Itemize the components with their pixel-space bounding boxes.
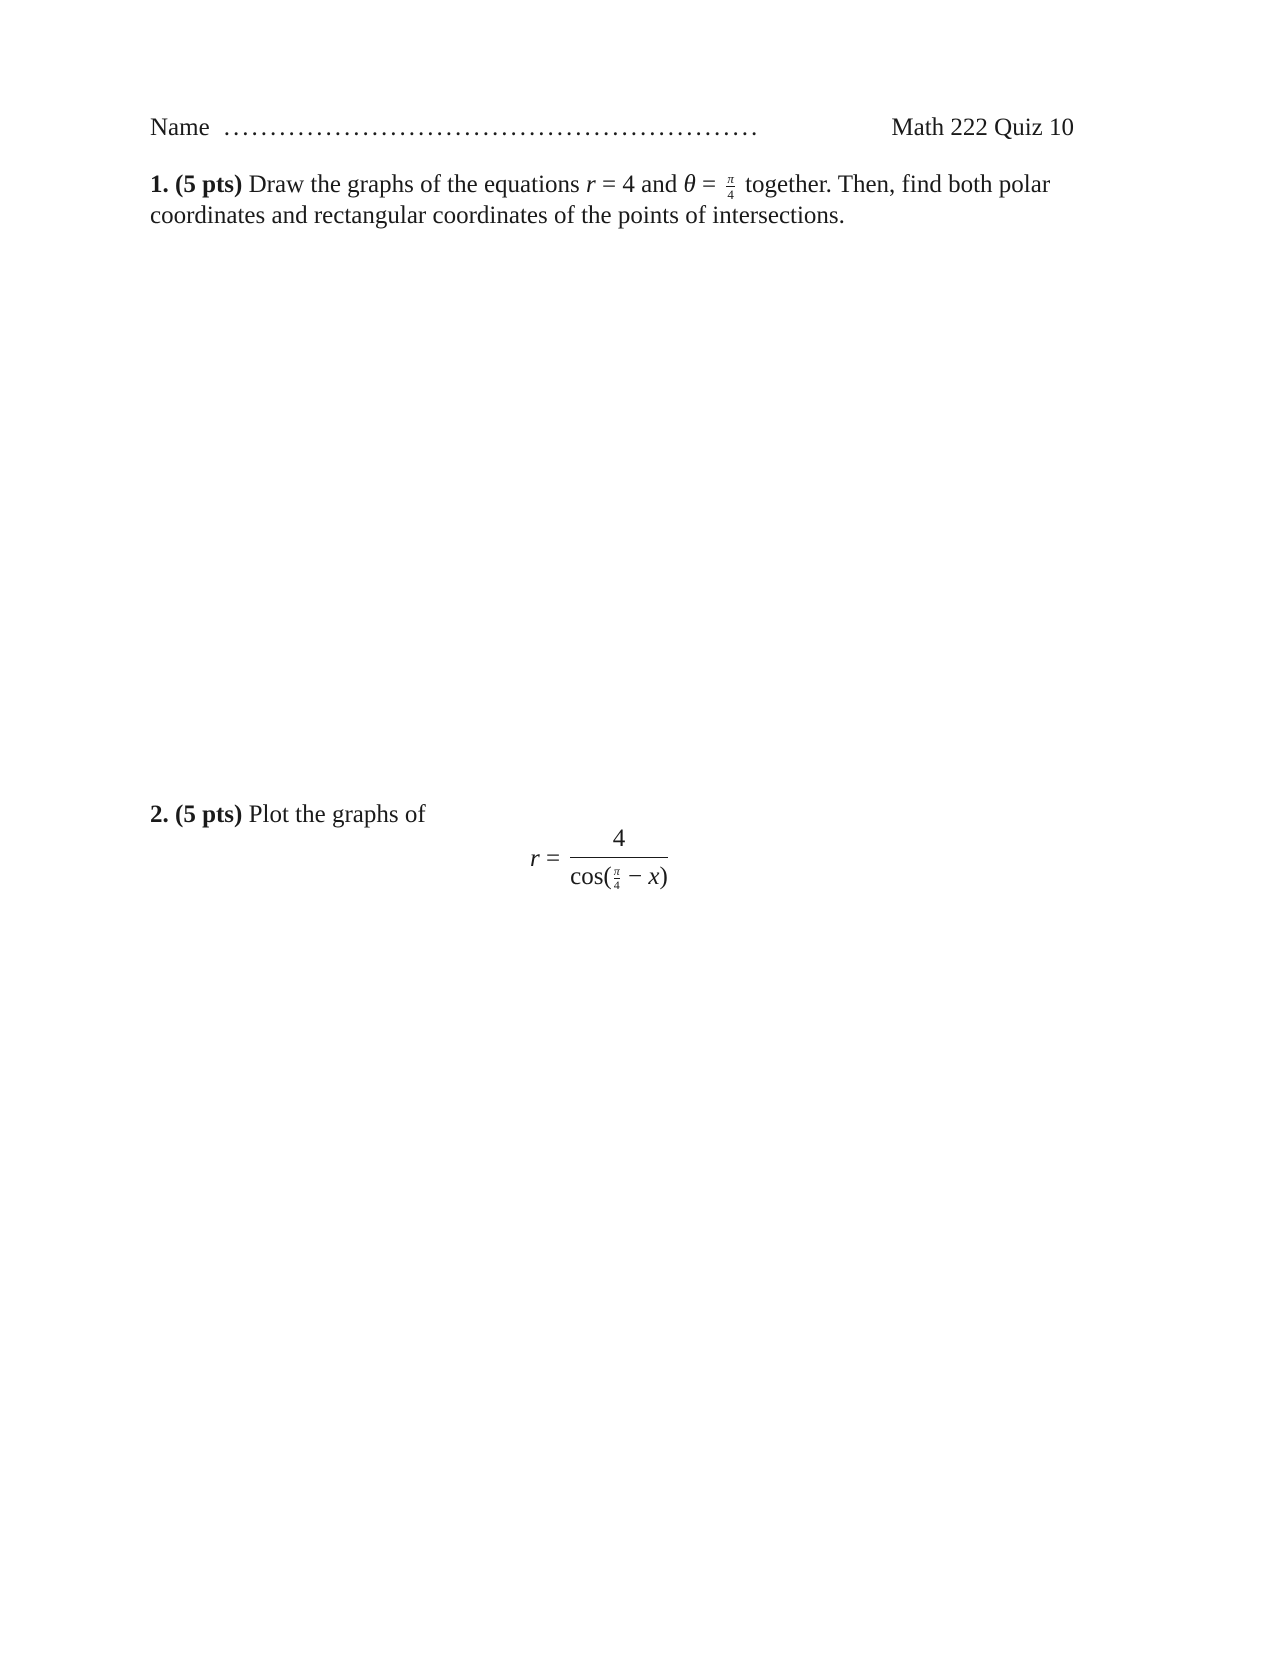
problem-1-eq1: = 4 and [595, 171, 684, 198]
course-title: Math 222 Quiz 10 [891, 114, 1074, 141]
problem-2-text: Plot the graphs of [248, 801, 426, 828]
name-leader-dots: .......................................................... [223, 114, 761, 141]
problem-1-eq2-sign: = [695, 171, 723, 198]
header-line [150, 114, 1074, 142]
close-paren: ) [659, 863, 668, 890]
problem-1 [150, 170, 1074, 231]
problem-2-number: 2. [150, 801, 169, 828]
equation-numerator: 4 [570, 826, 668, 858]
problem-1-text-rest: together. Then, find both polar coordinates and rectangular coordinates of the points of intersections. [150, 171, 1051, 229]
pi-over-4-fraction [726, 172, 735, 201]
problem-1-points: (5 pts) [175, 171, 243, 198]
pi-over-4-small-fraction [614, 865, 620, 891]
equation-var-r: r [530, 844, 540, 872]
problem-1-text-intro: Draw the graphs of the equations [248, 171, 580, 198]
problem-1-var-theta: θ [683, 171, 696, 198]
name-label: Name [150, 114, 210, 141]
equation-equals: = [539, 844, 561, 872]
problem-1-number: 1. [150, 171, 169, 198]
equation-lhs [530, 845, 560, 873]
var-x: x [648, 863, 660, 890]
fraction-denominator: 4 [727, 186, 734, 202]
small-fraction-numerator: π [613, 864, 620, 879]
problem-2-points: (5 pts) [175, 801, 243, 828]
equation-denominator [570, 858, 668, 891]
problem-1-var-r: r [586, 171, 596, 198]
problem-2-equation [530, 826, 668, 891]
fraction-numerator: π [727, 170, 734, 186]
minus-sign: − [621, 863, 649, 890]
cos-prefix: cos( [570, 863, 612, 890]
equation-fraction [570, 826, 668, 891]
small-fraction-denominator: 4 [613, 878, 620, 893]
